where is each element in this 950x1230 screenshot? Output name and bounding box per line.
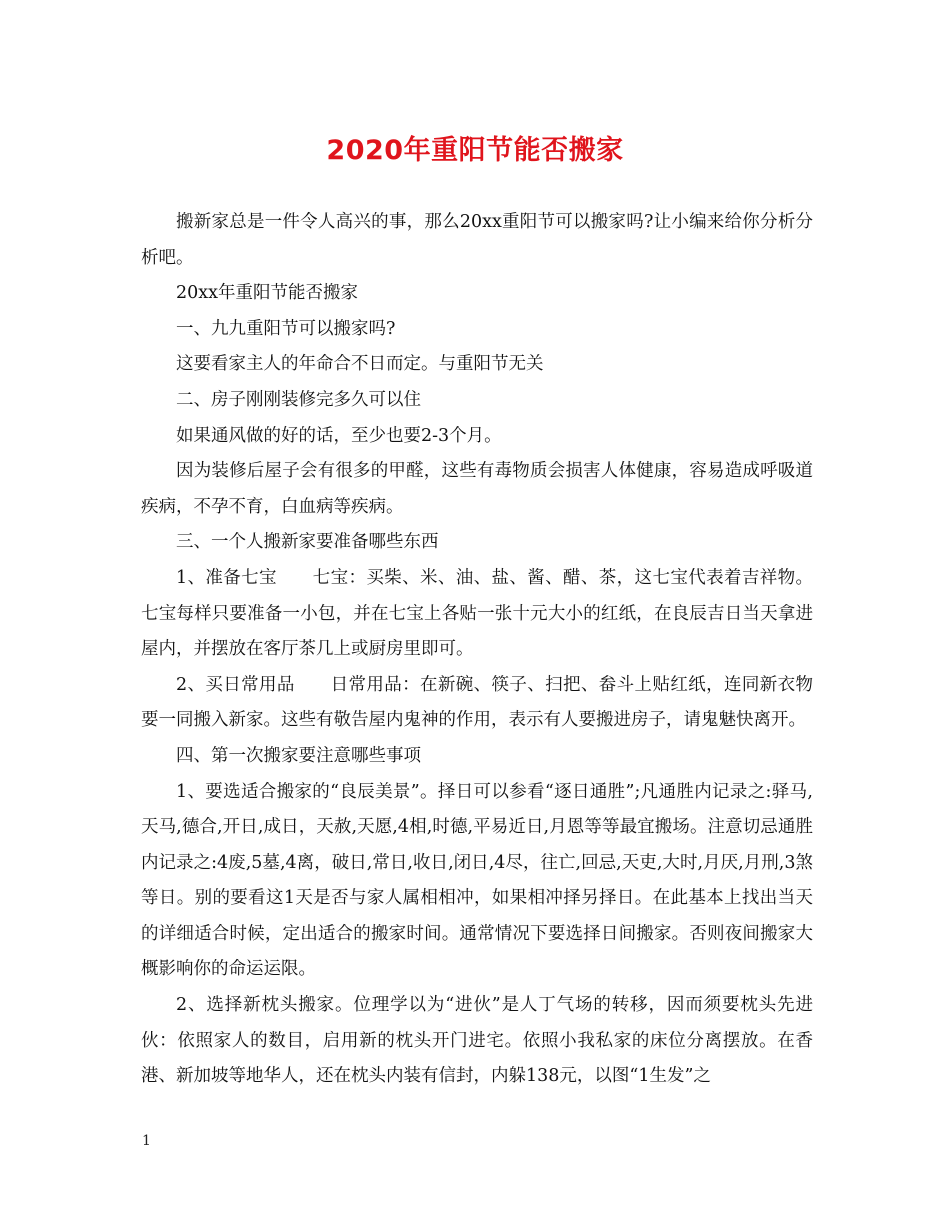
paragraph: 1、准备七宝 七宝：买柴、米、油、盐、酱、醋、茶，这七宝代表着吉祥物。七宝每样只要准备一小包，并在七宝上各贴一张十元大小的红纸，在良辰吉日当天拿进屋内，并摆放在客厅茶几上或厨房里即可。 (141, 567, 813, 660)
paragraph: 2、买日常用品 日常用品：在新碗、筷子、扫把、畚斗上贴红纸，连同新衣物要一同搬入新家。这些有敬告屋内鬼神的作用，表示有人要搬进房子，请鬼魅快离开。 (141, 674, 813, 731)
paragraph: 这要看家主人的年命合不日而定。与重阳节无关 (176, 354, 544, 375)
paragraph: 1、要选适合搬家的“良辰美景”。择日可以参看“逐日通胜”;凡通胜内记录之:驿马,天马,德合,开日,成日，天赦,天愿,4相,时德,平易近日,月恩等等最宜搬场。注意切忌通胜内记录之:4废,5墓,4离，破日,常日,收日,闭日,4尽，往亡,回忌,天吏,大时,月厌,月刑,3煞等日。别的要看这1天是否与家人属相相冲，如果相冲择另择日。在此基本上找出当天的详细适合时候，定出适合的搬家时间。通常情况下要选择日间搬家。否则夜间搬家大概影响你的命运运限。 (141, 781, 813, 980)
paragraph: 一、九九重阳节可以搬家吗? (176, 318, 396, 339)
paragraph: 四、第一次搬家要注意哪些事项 (176, 745, 421, 766)
paragraph: 搬新家总是一件令人高兴的事，那么20xx重阳节可以搬家吗?让小编来给你分析分析吧。 (141, 212, 813, 268)
paragraph: 因为装修后屋子会有很多的甲醛，这些有毒物质会损害人体健康，容易造成呼吸道疾病，不孕不育，白血病等疾病。 (141, 461, 813, 517)
paragraph: 三、一个人搬新家要准备哪些东西 (176, 532, 439, 553)
paragraph: 2、选择新枕头搬家。位理学以为“进伙”是人丁气场的转移，因而须要枕头先进伙：依照家人的数目，启用新的枕头开门进宅。依照小我私家的床位分离摆放。在香港、新加坡等地华人，还在枕头内装有信封，内躲138元，以图“1生发”之 (141, 995, 813, 1087)
page-number: 1 (142, 1133, 151, 1149)
document-title: 2020年重阳节能否搬家 (326, 135, 624, 166)
paragraph: 20xx年重阳节能否搬家 (176, 283, 359, 304)
document-body (141, 205, 813, 1095)
paragraph: 二、房子刚刚装修完多久可以住 (176, 389, 421, 410)
paragraph: 如果通风做的好的话，至少也要2-3个月。 (176, 425, 502, 446)
